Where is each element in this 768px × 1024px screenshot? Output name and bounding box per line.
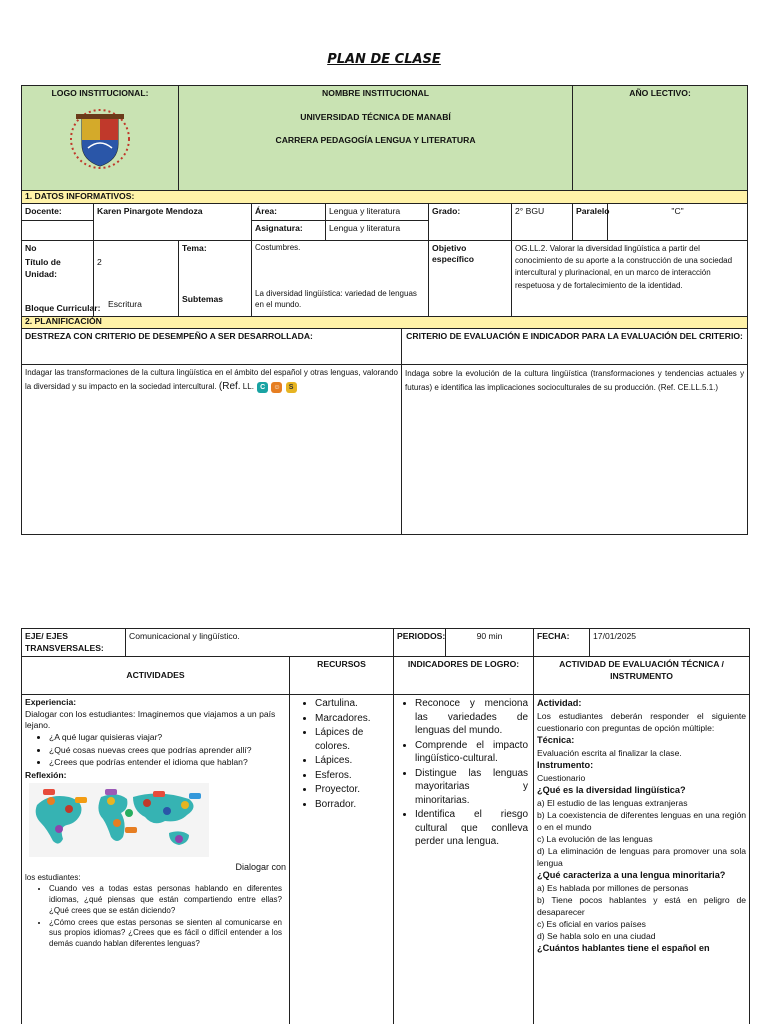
badge-c-icon: C [257, 382, 268, 393]
reflexion-list [49, 884, 282, 950]
evaluacion-header: ACTIVIDAD DE EVALUACIÓN TÉCNICA / INSTRUMENTO [534, 657, 750, 695]
objetivo-value: OG.LL.2. Valorar la diversidad lingüística a partir del conocimiento de su aporte a la construcción de una sociedad intercultural y plurinacional, en un marco de interacción respetuosa y de fortalecimiento de la identidad. [512, 240, 748, 316]
plan-table [21, 85, 748, 535]
paralelo-value: "C" [608, 204, 748, 241]
bloque-label: Bloque Curricular: [25, 303, 101, 313]
destreza-cell [22, 364, 402, 534]
recursos-cell [290, 695, 394, 1024]
actividades-header: ACTIVIDADES [22, 657, 290, 695]
tema-label: Tema: [182, 242, 207, 253]
year-label: AÑO LECTIVO: [573, 86, 748, 191]
logo-label: LOGO INSTITUCIONAL: [51, 88, 149, 98]
unidad-values [94, 240, 179, 316]
activities-table [21, 628, 750, 1024]
q2-option: b) Tiene pocos hablantes y está en peligro de desaparecer [537, 894, 747, 917]
recursos-list [315, 697, 390, 811]
section-datos-heading: 1. DATOS INFORMATIVOS: [22, 191, 748, 204]
list-item: • Identifica el riesgo cultural que conlleva perder una lengua. [415, 808, 528, 849]
instrumento-text: Cuestionario [537, 772, 586, 783]
logo-cell [22, 86, 179, 191]
criterio-text: Indaga sobre la evolución de la cultura lingüística (transformaciones y tendencias actuales y futuras) e identifica las implicaciones socioculturales de su producción. (Ref. CE.LL.5.1.) [402, 364, 748, 534]
career-name: CARRERA PEDAGOGÍA LENGUA Y LITERATURA [275, 135, 476, 146]
list-item: • Borrador. [315, 798, 390, 812]
world-map-image [29, 783, 209, 857]
eje-value: Comunicacional y lingüístico. [126, 629, 394, 657]
list-item: • Lápices. [315, 754, 390, 768]
instrumento-label: Instrumento: [537, 760, 594, 771]
q1-option: d) La eliminación de lenguas para promover una sola lengua [537, 845, 747, 868]
q1-option: c) La evolución de las lenguas [537, 833, 653, 844]
recursos-header: RECURSOS [290, 657, 394, 695]
bloque-value: Escritura [108, 299, 142, 309]
list-item: • Marcadores. [315, 712, 390, 726]
badge-cs-icon: S [286, 382, 297, 393]
reflexion-label: Reflexión: [25, 769, 67, 780]
dialogar-text-a: Dialogar con [235, 862, 286, 873]
university-logo-icon [64, 108, 136, 170]
unidad-labels [22, 240, 101, 316]
subtemas-label: Subtemas [182, 294, 224, 304]
indicadores-header: INDICADORES DE LOGRO: [394, 657, 534, 695]
actividad-label: Actividad: [537, 698, 582, 709]
subtemas-value: La diversidad lingüística: variedad de lenguas en el mundo. [255, 289, 417, 309]
list-item: • Cuando ves a todas estas personas hablando en diferentes idiomas, ¿qué piensas que están compartiendo entre ellas? ¿Qué crees que se están diciendo? [49, 884, 282, 916]
indicadores-cell [394, 695, 534, 1024]
tecnica-text: Evaluación escrita al finalizar la clase. [537, 748, 682, 758]
periodos-value: 90 min [446, 629, 534, 657]
indicadores-list [415, 697, 528, 849]
list-item: • Cartulina. [315, 697, 390, 711]
q1-option: a) El estudio de las lenguas extranjeras [537, 797, 688, 808]
destreza-ref: (Ref. [218, 381, 241, 393]
list-item: • Distingue las lenguas mayoritarias y minoritarias. [415, 767, 528, 808]
objetivo-label: Objetivo específico [429, 240, 512, 316]
periodos-label: PERIODOS: [394, 629, 446, 657]
section-planificacion-heading: 2. PLANIFICACIÓN [22, 316, 748, 328]
experiencia-list [49, 732, 286, 769]
list-item: • ¿Crees que podrías entender el idioma que hablan? [49, 757, 286, 769]
question-2: ¿Qué caracteriza a una lengua minoritaria? [537, 870, 726, 880]
question-3: ¿Cuántos hablantes tiene el español en [537, 943, 710, 954]
list-item: • Esferos. [315, 769, 390, 783]
asignatura-value: Lengua y literatura [326, 220, 429, 240]
list-item: • Proyector. [315, 783, 390, 797]
fecha-value: 17/01/2025 [590, 629, 750, 657]
paralelo-label: Paralelo [573, 204, 608, 241]
institution-label: NOMBRE INSTITUCIONAL [322, 88, 429, 98]
dialogar-text-b: los estudiantes: [25, 873, 81, 883]
tema-values [252, 240, 429, 316]
no-label: No [25, 242, 37, 253]
list-item: • Lápices de colores. [315, 726, 390, 753]
q2-option: d) Se habla solo en una ciudad [537, 931, 656, 941]
evaluacion-cell [534, 695, 750, 1024]
destreza-ref-code: LL. [242, 382, 254, 392]
badge-person-icon: ☺ [273, 383, 281, 391]
experiencia-label: Experiencia: [25, 697, 77, 708]
tecnica-label: Técnica: [537, 735, 575, 746]
list-item: • ¿Cómo crees que estas personas se sienten al comunicarse en sus propios idiomas? ¿Crees que es fácil o difícil entender a los demás cuando hablan diferentes lenguas? [49, 918, 282, 950]
unidad-label: Título de Unidad: [25, 257, 61, 279]
actividad-text: Los estudiantes deberán responder el siguiente cuestionario con preguntas de opción múltiple: [537, 711, 747, 734]
docente-spacer [22, 220, 94, 240]
page-title: PLAN DE CLASE [327, 52, 441, 67]
list-item: • Reconoce y menciona las variedades de lenguas del mundo. [415, 697, 528, 738]
list-item: • ¿A qué lugar quisieras viajar? [49, 732, 286, 744]
list-item: • ¿Qué cosas nuevas crees que podrías aprender allí? [49, 745, 286, 757]
q1-option: b) La coexistencia de diferentes lenguas en una región o en el mundo [537, 809, 747, 832]
list-item: • Comprende el impacto lingüístico-cultural. [415, 739, 528, 766]
eje-label: EJE/ EJES TRANSVERSALES: [22, 629, 126, 657]
university-name: UNIVERSIDAD TÉCNICA DE MANABÍ [300, 111, 451, 122]
docente-value: Karen Pinargote Mendoza [94, 204, 252, 241]
actividades-cell [22, 695, 290, 1024]
experiencia-text: Dialogar con los estudiantes: Imaginemos que viajamos a un país lejano. [25, 708, 276, 731]
docente-label: Docente: [22, 204, 94, 221]
tema-value: Costumbres. [255, 242, 301, 252]
area-value: Lengua y literatura [326, 204, 429, 221]
criterio-header: CRITERIO DE EVALUACIÓN E INDICADOR PARA LA EVALUACIÓN DEL CRITERIO: [402, 328, 748, 364]
area-label: Área: [252, 204, 326, 221]
q2-option: c) Es oficial en varios países [537, 918, 646, 929]
question-1: ¿Qué es la diversidad lingüística? [537, 784, 686, 795]
q2-option: a) Es hablada por millones de personas [537, 882, 689, 893]
institution-cell [179, 86, 573, 191]
grado-value: 2° BGU [512, 204, 573, 241]
unidad-value: 2 [97, 256, 102, 267]
grado-label: Grado: [429, 204, 512, 241]
fecha-label: FECHA: [534, 629, 590, 657]
tema-labels [179, 240, 252, 316]
asignatura-label: Asignatura: [252, 220, 326, 240]
destreza-text: Indagar las transformaciones de la cultura lingüística en el ámbito del español y otras lenguas, valorando la diversidad y su impacto en la sociedad intercultural. [25, 367, 399, 392]
destreza-header: DESTREZA CON CRITERIO DE DESEMPEÑO A SER DESARROLLADA: [22, 328, 402, 364]
